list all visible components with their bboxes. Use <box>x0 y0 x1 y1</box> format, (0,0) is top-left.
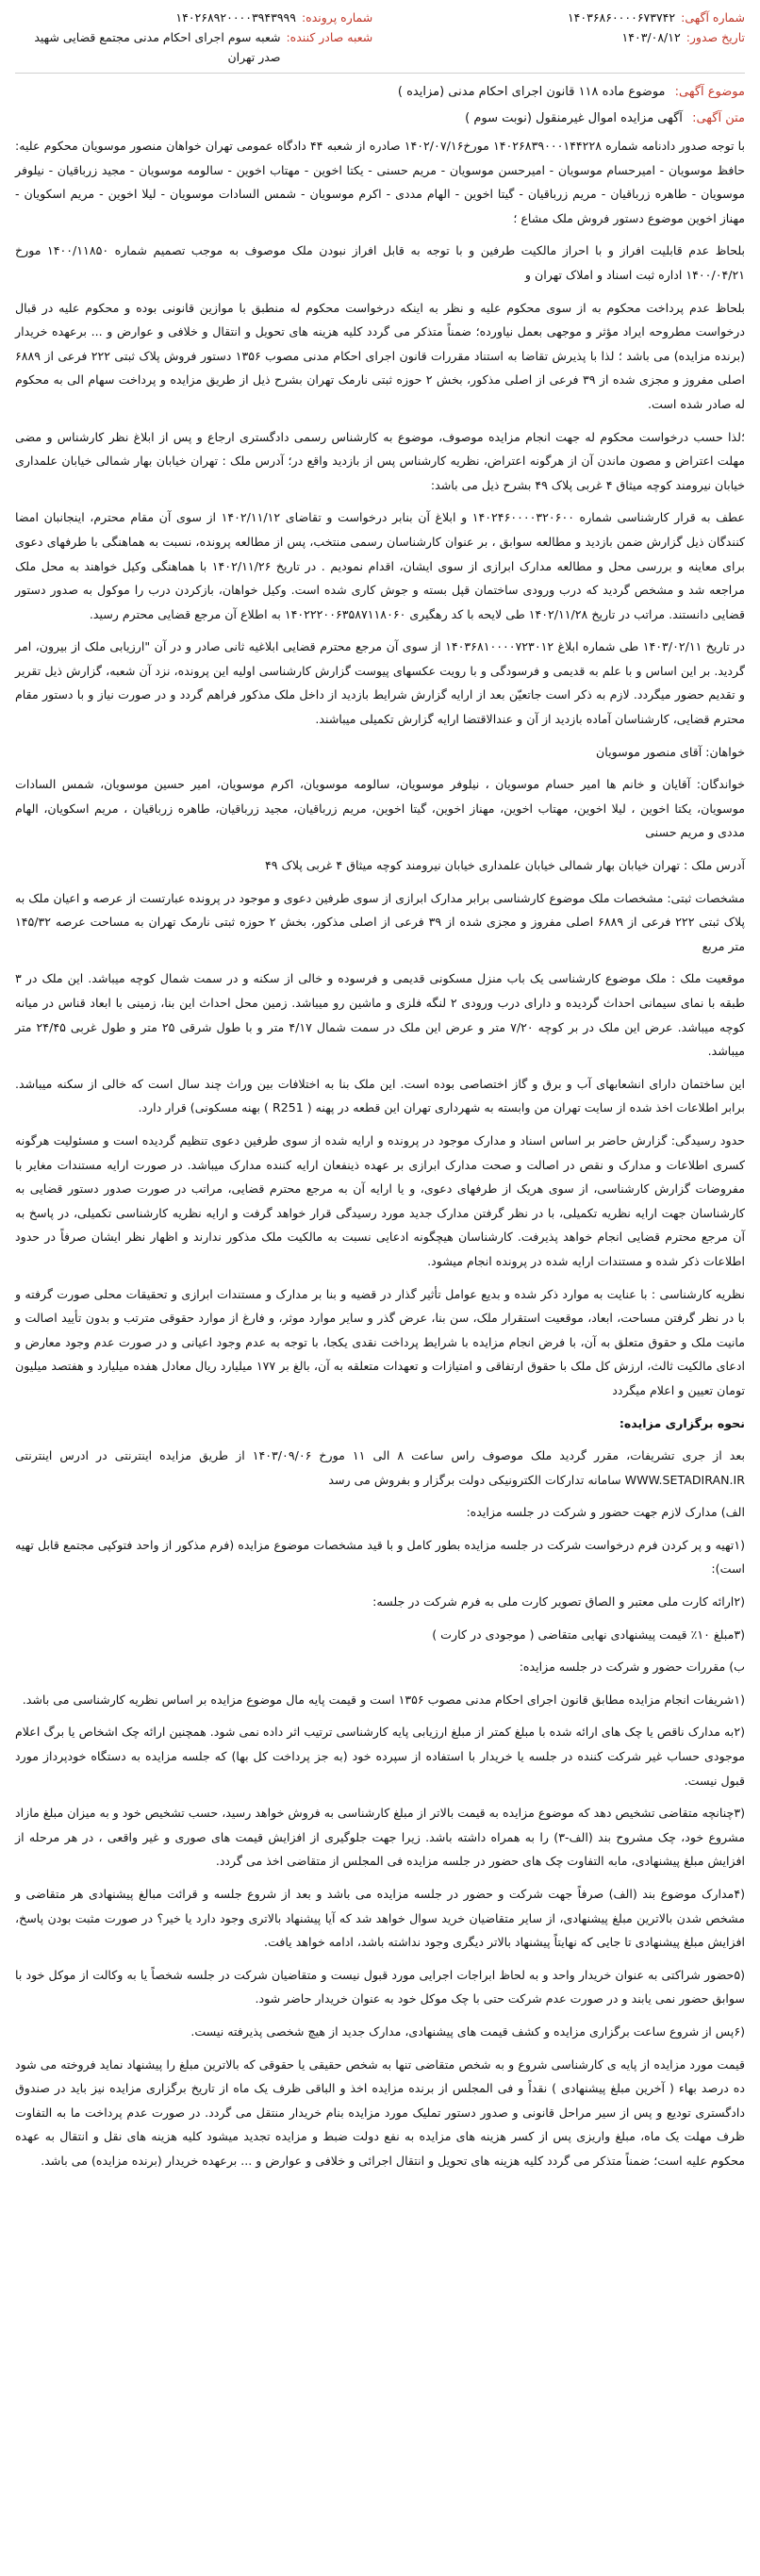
plaintiff-line: خواهان: آقای منصور موسویان <box>596 744 745 759</box>
section-b-item: (۵حضور شراکتی به عنوان خریدار واحد و به لحاظ ابراجات اجرایی مورد قبول نیست و متقاضیان شرکت در جلسه شخصاً یا به وکالت از موکل خود با سوابق حضور نمی یابند و در صورت عدم شرکت حتی با چک موکل خود به عنوان خریدار حاضر شود. <box>15 1967 745 2006</box>
paragraph: در تاریخ ۱۴۰۳/۰۲/۱۱ طی شماره ابلاغ ۱۴۰۳۶۸۱۰۰۰۰۷۲۳۰۱۲ از سوی آن مرجع محترم قضایی ابلاغیه ثانی صادر و در آن "ارزیابی ملک از بیرون، امر گردید. بر این اساس و با علم به قدیمی و فرسودگی و با رویت عکسهای پیوست گزارش کارشناسی اولیه این پرونده، نزد آن شعبه، گزارش ذیل تقریر و تقدیم حضور میگردد. لازم به ذکر است جاتعیّن بعد از ارایه گزارش شرایط بازدید از داخل ملک مذکور فراهم گردد و در صورت نیاز و با دستور مقام محترم قضایی، کارشناسان آماده بازدید از آن و عندالاقتضا ارایه گزارش تکمیلی میباشند. <box>15 639 745 727</box>
property-address: آدرس ملک : تهران خیابان بهار شمالی خیابان علمداری خیابان نیرومند کوچه میثاق ۴ غربی پلاک ۴۹ <box>265 858 745 873</box>
review-scope: حدود رسیدگی: گزارش حاضر بر اساس اسناد و مدارک موجود در پرونده و ارایه شده از سوی طرفین دعوی تنظیم گردیده است و مسئولیت هرگونه کسری اطلاعات و مدارک و نقص در اصالت و صحت مدارک ابرازی بر عهده ذینفعان ارایه کننده مدارک میباشد. در صورت ارایه مستندات مغایر با مفروضات گزارش کارشناسی، از سوی هریک از طرفهای دعوی، و یا ارایه آن به مرجع محترم قضایی، مراتب در صورت صدور دستور قضایی به کارشناسان جهت ارایه نظریه تکمیلی، با در نظر گرفتن مدارک جدید مورد رسیدگی قرار خواهد گرفت و ارایه نظریه کارشناسی تکمیلی، در پاسخ به آن مرجع محترم قضایی انجام خواهد پذیرفت. کارشناسان هیچگونه ادعایی نسبت به مالکیت ملک مذکور ندارند و اظهار نظر ایشان صرفاً در حدود اطلاعات ذکر شده و مستندات ارایه شده در پرونده انجام میشود. <box>15 1132 745 1268</box>
ad-number-label: شماره آگهی: <box>681 10 745 25</box>
defendants-line: خواندگان: آقایان و خانم ها امیر حسام موسویان ، نیلوفر موسویان، سالومه موسویان، اکرم موسویان، امیر حسین موسویان، شمس السادات موسویان، یکتا اخوین ، لیلا اخوین، مهتاب اخوین، مهناز اخوین، گیتا اخوین، مریم زرباقیان، مجید زرباقیان، طاهره زرباقیان ، مریم اسکویان، الهام مددی و مریم حسنی <box>15 777 745 840</box>
section-b-item: (۱شریفات انجام مزایده مطابق قانون اجرای احکام مدنی مصوب ۱۳۵۶ است و قیمت پایه مال موضوع مزایده بر اساس نظریه کارشناسی می باشد. <box>22 1692 745 1707</box>
paragraph: ؛لذا حسب درخواست محکوم له جهت انجام مزایده موصوف، موضوع به کارشناس رسمی دادگستری ارجاع و پس از ابلاغ نظر کارشناس و مضی مهلت اعتراض و مصون ماندن آن از هرگونه اعتراض، نظریه کارشناس پس از بازدید واقع در؛ آدرس ملک : تهران خیابان بهار شمالی خیابان علمداری خیابان نیرومند کوچه میثاق ۴ غربی پلاک ۴۹ بشرح ذیل می باشد: <box>15 429 745 492</box>
notice-body-title <box>15 107 745 130</box>
issue-date-label: تاریخ صدور: <box>686 30 745 44</box>
issuer-label: شعبه صادر کننده: <box>286 30 373 44</box>
issuer-value: شعبه سوم اجرای احکام مدنی مجتمع قضایی شهید صدر تهران <box>34 30 281 64</box>
ad-number-value: ۱۴۰۳۶۸۶۰۰۰۰۶۷۳۷۴۲ <box>567 10 676 25</box>
property-location: موقعیت ملک : ملک موضوع کارشناسی یک باب منزل مسکونی قدیمی و فرسوده و خالی از سکنه و در سمت شمال کوچه میباشد. این ملک در ۳ طبقه با نمای سیمانی احداث گردیده و دارای درب ورودی ۲ لنگه فلزی و ماشین رو میباشد. زمین محل احداث این بنا، زمینی با ابعاد قناس در میانه کوچه میباشد. عرض این ملک در بر کوچه ۷/۲۰ متر و عرض این ملک در سمت شمال ۴/۱۷ متر و با طول شرقی ۲۵ متر و طول غربی ۲۴/۴۵ متر میباشد. <box>15 971 746 1059</box>
case-number-value: ۱۴۰۲۶۸۹۲۰۰۰۰۳۹۴۳۹۹۹ <box>175 10 296 25</box>
header-row-2 <box>15 27 745 67</box>
section-a-item: (۱تهیه و پر کردن فرم درخواست شرکت در جلسه مزایده بطور کامل و با قید مشخصات موضوع مزایده (فرم مذکور از واحد فتوکپی مجتمع قابل تهیه است): <box>15 1537 745 1577</box>
expert-opinion: نظریه کارشناسی : با عنایت به موارد ذکر شده و بدیع عوامل تأثیر گذار در قضیه و بنا بر مدارک و مستندات ابرازی و تحقیقات محلی صورت گرفته و با در نظر گرفتن مساحت، ابعاد، موقعیت استقرار ملک، سن بنا، عرض گذر و سایر موارد موثر، و فارغ از موارد حقوقی مترتب و بدون تأیید اصالت و مانیت ملک و حقوق متعلق به آن، با فرض انجام مزایده با شرایط پرداخت نقدی یکجا، با توجه به عدم وجود اعیانی و در صورت عدم وجود معارض و ادعای مالکیت ثالث، ارزش کل ملک با حقوق ارتفاقی و امتیازات و تعهدات متعلقه به آن، بالغ بر ۱۷۷ میلیارد ریال معادل هفده میلیارد و هفتصد میلیون تومان تعیین و اعلام میگردد <box>15 1286 745 1397</box>
issue-date <box>388 27 745 47</box>
section-b-title: ب) مقررات حضور و شرکت در جلسه مزایده: <box>519 1660 745 1675</box>
closing-paragraph: قیمت مورد مزایده از پایه ی کارشناسی شروع و به شخص متقاضی تنها به شخص حقیقی یا حقوقی که بالاترین مبلغ را پیشنهاد نماید فروخته می شود ده درصد بهاء ( آخرین مبلغ پیشنهادی ) نقداً و فی المجلس از برنده مزایده اخذ و الباقی ظرف یک ماه از تاریخ برگزاری مزایده نیز باید در صندوق دادگستری تودیع و پس از سیر مراحل قانونی و صدور دستور تملیک مورد مزایده بنام خریدار منتقل می گردد. در صورت عدم پرداخت ما به التفاوت ظرف مهلت یک ماه، مبلغ واریزی پس از کسر هزینه های مزایده به نفع دولت ضبط و مزایده تجدید میشود کلیه هزینه های نقل و انتقال به عهده محکوم علیه است؛ ضمناً متذکر می گردد کلیه هزینه های تحویل و انتقال اجرائی و خلافی و عوارض و ... برعهده خریدار (برنده مزایده) می باشد. <box>15 2056 745 2168</box>
paragraph: با توجه صدور دادنامه شماره ۱۴۰۲۶۸۳۹۰۰۰۱۴۴۲۲۸ مورخ۱۴۰۲/۰۷/۱۶ صادره از شعبه ۴۴ دادگاه عمومی تهران خواهان منصور موسویان محکوم علیه: حافظ موسویان - امیرحسام موسویان - امیرحسن موسویان - مریم حسنی - یکتا اخوین - مهتاب اخوین - سالومه موسویان - مجید زرباقیان - نیلوفر موسویان - طاهره زرباقیان - مریم زرباقیان - گیتا اخوین - الهام مددی - اکرم موسویان - شمس السادات موسویان - لیلا اخوین - مریم اسکویان - مهناز اخوین موضوع دستور فروش ملک مشاع ؛ <box>15 139 746 225</box>
ad-number <box>388 8 745 27</box>
auction-method-title: نحوه برگزاری مزایده: <box>619 1415 745 1430</box>
header-row-1 <box>15 8 745 27</box>
section-a-item: (۳مبلغ ۱۰٪ قیمت پیشنهادی نهایی متقاضی ( موجودی در کارت ) <box>432 1627 745 1642</box>
section-b-item: (۲به مدارک ناقص یا چک های ارائه شده با مبلغ کمتر از مبلغ ارزیابی پایه کارشناسی ترتیب اثر داده نمی شود. همچنین ارائه چک اشخاص یا برگ اعلام موجودی حساب غیر شرکت کننده در جلسه یا خریدار با استفاده از سپرده خود (به جز پرداخت کل بها) که جلسه مزایده به دستگاه خودپرداز مورد قبول نیست. <box>15 1725 745 1788</box>
paragraph: بلحاظ عدم قابلیت افراز و با احراز مالکیت طرفین و با توجه به قابل افراز نبودن ملک موصوف به موجب تصمیم شماره ۱۴۰۰/۱۱۸۵۰ مورخ ۱۴۰۰/۰۴/۲۱ اداره ثبت اسناد و املاک تهران و <box>15 243 745 282</box>
subject-value: موضوع ماده ۱۱۸ قانون اجرای احکام مدنی (مزایده ) <box>397 85 666 99</box>
issuer <box>15 27 372 67</box>
subject-label: موضوع آگهی: <box>674 85 745 99</box>
notice-subject <box>15 81 745 104</box>
paragraph: بلحاظ عدم پرداخت محکوم به از سوی محکوم علیه و نظر به اینکه درخواست محکوم له منطبق با موازین قانونی بوده و محکوم علیه در قبال درخواست مطروحه ایراد مؤثر و موجهی بعمل نیاورده؛ ضمناً متذکر می گردد کلیه هزینه های تحویل و انتقال و خلافی و عوارض و ... برعهده خریدار (برنده مزایده) می باشد ؛ لذا با پذیرش تقاضا به استناد مقررات قانون اجرای احکام مدنی مصوب ۱۳۵۶ دستور فروش پلاک ثبتی ۲۲۲ فرعی از ۶۸۸۹ اصلی مفروز و مجزی شده از ۳۹ فرعی از اصلی مذکور، بخش ۲ حوزه ثبتی نارمک تهران بشرح ذیل از طریق مزایده و پرداخت سهام الی به محکوم له صادر شده است. <box>15 300 746 411</box>
registration-details: مشخصات ثبتی: مشخصات ملک موضوع کارشناسی برابر مدارک ابرازی از سوی طرفین دعوی و موجود در پرونده عبارتست از عرصه و اعیان ملک به پلاک ثبتی ۲۲۲ فرعی از ۶۸۸۹ اصلی مفروز و مجزی شده از ۳۹ فرعی از اصلی مذکور، بخش ۲ حوزه ثبتی نارمک تهران به مساحت عرصه ۱۴۵/۳۲ متر مربع <box>15 890 746 953</box>
case-number-label: شماره پرونده: <box>301 10 373 25</box>
case-number <box>15 8 372 27</box>
section-b-item: (۳چنانچه متقاضی تشخیص دهد که موضوع مزایده به قیمت بالاتر از مبلغ کارشناسی به فروش خواهد رسید، حسب تشخیص خود و به میزان مبلغ مازاد مشروع خود، چک مشروح بند (الف-۳) را به همراه داشته باشد. زیرا جهت جلوگیری از افزایش قیمت های صوری و غیر واقعی ، در هر مرحله از افزایش مبلغ پیشنهادی، مابه التفاوت چک های حضور در جلسه مزایده فی المجلس از متقاضی اخذ می گردد. <box>15 1806 745 1869</box>
section-a-item: (۲ارائه کارت ملی معتبر و الصاق تصویر کارت ملی به فرم شرکت در جلسه: <box>372 1594 745 1610</box>
body-title-label: متن آگهی: <box>692 111 745 125</box>
section-a-title: الف) مدارک لازم جهت حضور و شرکت در جلسه مزایده: <box>466 1505 745 1520</box>
notice-header <box>15 8 745 74</box>
paragraph: این ساختمان دارای انشعابهای آب و برق و گاز اختصاصی بوده است. این ملک بنا به اختلافات بین وراث چند سال است که خالی از سکنه میباشد. برابر اطلاعات اخذ شده از سایت تهران من وابسته به شهرداری تهران این قطعه در پهنه ( R251 ) بهنه مسکونی) قرار دارد. <box>15 1076 745 1115</box>
body-title-value: آگهی مزایده اموال غیرمنقول (نوبت سوم ) <box>465 111 683 125</box>
auction-method-text: بعد از جری تشریفات، مقرر گردید ملک موصوف راس ساعت ۸ الی ۱۱ مورخ ۱۴۰۳/۰۹/۰۶ از طریق مزایده اینترنتی در ادرس اینترنتی WWW.SETADIRAN.IR سامانه تدارکات الکترونیکی دولت برگزار و بفروش می رسد <box>15 1448 745 1487</box>
issue-date-value: ۱۴۰۳/۰۸/۱۲ <box>621 30 681 44</box>
section-b-item: (۶پس از شروع ساعت برگزاری مزایده و کشف قیمت های پیشنهادی، مدارک جدید از هیچ شخصی پذیرفته نیست. <box>190 2023 745 2039</box>
paragraph: عطف به قرار کارشناسی شماره ۱۴۰۲۴۶۰۰۰۰۳۲۰۶۰۰ و ابلاغ آن بنابر درخواست و تقاضای ۱۴۰۲/۱۱/۱۲ از سوی آن مقام محترم، اینجانبان امضا کنندگان ذیل گزارش ضمن بازدید و مطالعه سوابق ، بر عنوان کارشناسان رسمی منتخب، پس از مطالعه پرونده، نسبت به هماهنگی با طرفهای دعوی برای معاینه و بررسی محل و مطالعه مدارک ابرازی از سوی ایشان، اقدام نمودیم . در تاریخ ۱۴۰۲/۱۱/۲۶ با هماهنگی وکیل خواهند به محل ملک مراجعه شد و مشخص گردید که درب ورودی ساختمان قپل بسته و جوش کاری شده است. وکیل خواهان، بازکردن درب را موکول به صدور دستور قضایی دانستند. مراتب در تاریخ ۱۴۰۲/۱۱/۲۸ طی لایحه با کد رهگیری ۱۴۰۲۲۲۰۰۶۳۵۸۷۱۱۸۰۶۰ به اطلاع آن مرجع قضایی محترم رسید. <box>15 510 745 621</box>
section-b-item: (۴مدارک موضوع بند (الف) صرفاً جهت شرکت و حضور در جلسه مزایده می باشد و بعد از شروع جلسه و قرائت مبالغ پیشنهادی هر متقاضی و مشخص شدن بالاترین مبلغ پیشنهادی، از سایر متقاضیان خرید سوال خواهد شد که آیا پیشنهاد بالاتری وجود دارد یا خیر؟ در صورت مثبت بودن پاسخ، افزایش مبلغ پیشنهادی تا جایی که نهایتاً پیشنهاد بالاتر دیگری وجود نداشته باشد، ادامه خواهد یافت. <box>15 1887 745 1950</box>
